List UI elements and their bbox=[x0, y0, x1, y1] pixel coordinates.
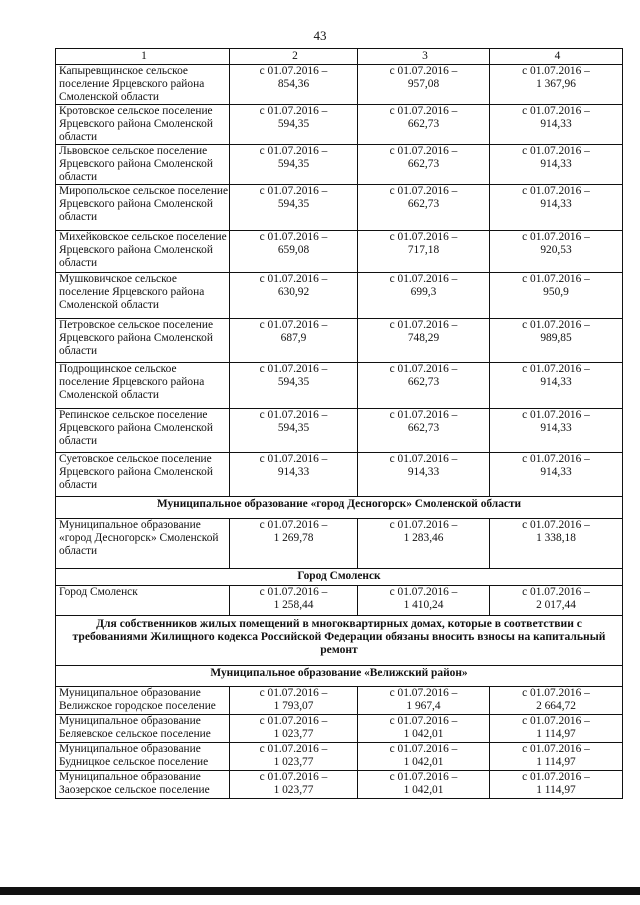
tariff-cell bbox=[230, 453, 358, 497]
effective-date: с 01.07.2016 – bbox=[259, 273, 328, 285]
tariff-cell bbox=[230, 409, 358, 453]
settlement-name: Муниципальное образование Будницкое сельское поселение bbox=[56, 743, 230, 771]
table-row bbox=[56, 363, 623, 409]
table-row bbox=[56, 687, 623, 715]
tariff-value: 659,08 bbox=[277, 244, 310, 256]
table-row bbox=[56, 231, 623, 273]
section-header-row bbox=[56, 616, 623, 666]
tariff-value: 1 042,01 bbox=[403, 728, 444, 740]
effective-date: с 01.07.2016 – bbox=[259, 519, 328, 531]
tariff-cell bbox=[358, 145, 490, 185]
tariff-value: 1 114,97 bbox=[536, 784, 576, 796]
tariff-cell bbox=[490, 715, 623, 743]
table-row bbox=[56, 145, 623, 185]
effective-date: с 01.07.2016 – bbox=[522, 231, 590, 243]
tariff-value: 914,33 bbox=[540, 198, 572, 210]
section-header-row bbox=[56, 569, 623, 586]
effective-date: с 01.07.2016 – bbox=[259, 687, 328, 699]
effective-date: с 01.07.2016 – bbox=[522, 743, 590, 755]
effective-date: с 01.07.2016 – bbox=[389, 185, 458, 197]
tariff-cell bbox=[490, 743, 623, 771]
settlement-name: Львовское сельское поселение Ярцевского района Смоленской области bbox=[56, 145, 230, 185]
tariff-value: 717,18 bbox=[407, 244, 440, 256]
effective-date: с 01.07.2016 – bbox=[522, 273, 590, 285]
settlement-name: Капыревщинское сельское поселение Ярцевского района Смоленской области bbox=[56, 65, 230, 105]
tariff-cell bbox=[230, 363, 358, 409]
tariff-value: 2 017,44 bbox=[536, 599, 576, 611]
tariff-value: 594,35 bbox=[277, 198, 310, 210]
settlement-name: Муниципальное образование Беляевское сельское поселение bbox=[56, 715, 230, 743]
effective-date: с 01.07.2016 – bbox=[522, 586, 590, 598]
tariff-cell bbox=[358, 687, 490, 715]
effective-date: с 01.07.2016 – bbox=[389, 453, 458, 465]
tariff-value: 594,35 bbox=[277, 422, 310, 434]
effective-date: с 01.07.2016 – bbox=[389, 105, 458, 117]
tariff-cell bbox=[358, 586, 490, 616]
tariff-value: 1 023,77 bbox=[273, 728, 314, 740]
effective-date: с 01.07.2016 – bbox=[259, 771, 328, 783]
tariff-cell bbox=[230, 145, 358, 185]
settlement-name: Суетовское сельское поселение Ярцевского района Смоленской области bbox=[56, 453, 230, 497]
settlement-name: Муниципальное образование Велижское городское поселение bbox=[56, 687, 230, 715]
tariff-value: 1 114,97 bbox=[536, 756, 576, 768]
effective-date: с 01.07.2016 – bbox=[389, 687, 458, 699]
tariff-value: 1 258,44 bbox=[273, 599, 314, 611]
tariff-cell bbox=[358, 453, 490, 497]
tariff-cell bbox=[230, 715, 358, 743]
tariff-value: 1 042,01 bbox=[403, 756, 444, 768]
tariff-cell bbox=[490, 586, 623, 616]
tariff-value: 1 338,18 bbox=[536, 532, 576, 544]
tariff-value: 914,33 bbox=[540, 466, 572, 478]
section-title: Муниципальное образование «Велижский район» bbox=[56, 666, 623, 687]
tariff-cell bbox=[358, 363, 490, 409]
tariff-value: 662,73 bbox=[407, 198, 440, 210]
tariff-value: 699,3 bbox=[410, 286, 437, 298]
effective-date: с 01.07.2016 – bbox=[389, 409, 458, 421]
table-row bbox=[56, 453, 623, 497]
tariff-value: 914,33 bbox=[277, 466, 310, 478]
settlement-name: Подрощинское сельское поселение Ярцевского района Смоленской области bbox=[56, 363, 230, 409]
settlement-name: Михейковское сельское поселение Ярцевского района Смоленской области bbox=[56, 231, 230, 273]
tariff-cell bbox=[358, 65, 490, 105]
tariff-cell bbox=[358, 409, 490, 453]
tariff-cell bbox=[490, 319, 623, 363]
tariff-value: 914,33 bbox=[540, 376, 572, 388]
column-header: 4 bbox=[490, 49, 623, 65]
tariff-cell bbox=[490, 65, 623, 105]
tariff-cell bbox=[230, 687, 358, 715]
tariff-cell bbox=[490, 185, 623, 231]
effective-date: с 01.07.2016 – bbox=[259, 715, 328, 727]
tariff-value: 854,36 bbox=[277, 78, 310, 90]
tariff-value: 914,33 bbox=[540, 422, 572, 434]
effective-date: с 01.07.2016 – bbox=[259, 453, 328, 465]
tariff-value: 914,33 bbox=[540, 118, 572, 130]
table-row bbox=[56, 185, 623, 231]
settlement-name: Мушковичское сельское поселение Ярцевского района Смоленской области bbox=[56, 273, 230, 319]
tariff-cell bbox=[490, 453, 623, 497]
settlement-name: Миропольское сельское поселение Ярцевского района Смоленской области bbox=[56, 185, 230, 231]
section-header-row bbox=[56, 497, 623, 519]
tariff-value: 662,73 bbox=[407, 376, 440, 388]
section-title: Город Смоленск bbox=[56, 569, 623, 586]
effective-date: с 01.07.2016 – bbox=[259, 743, 328, 755]
effective-date: с 01.07.2016 – bbox=[522, 409, 590, 421]
effective-date: с 01.07.2016 – bbox=[259, 363, 328, 375]
effective-date: с 01.07.2016 – bbox=[259, 185, 328, 197]
tariff-value: 957,08 bbox=[407, 78, 440, 90]
tariff-cell bbox=[490, 687, 623, 715]
tariff-cell bbox=[358, 105, 490, 145]
tariff-value: 920,53 bbox=[540, 244, 572, 256]
effective-date: с 01.07.2016 – bbox=[522, 715, 590, 727]
tariff-value: 748,29 bbox=[407, 332, 440, 344]
tariff-cell bbox=[230, 231, 358, 273]
effective-date: с 01.07.2016 – bbox=[389, 65, 458, 77]
tariff-value: 1 283,46 bbox=[403, 532, 444, 544]
tariff-cell bbox=[490, 273, 623, 319]
effective-date: с 01.07.2016 – bbox=[389, 586, 458, 598]
tariff-table bbox=[55, 48, 623, 799]
table-row bbox=[56, 409, 623, 453]
table-row bbox=[56, 743, 623, 771]
tariff-value: 1 023,77 bbox=[273, 756, 314, 768]
tariff-value: 594,35 bbox=[277, 158, 310, 170]
table-header-row bbox=[56, 49, 623, 65]
effective-date: с 01.07.2016 – bbox=[522, 65, 590, 77]
effective-date: с 01.07.2016 – bbox=[522, 687, 590, 699]
table-row bbox=[56, 319, 623, 363]
effective-date: с 01.07.2016 – bbox=[389, 771, 458, 783]
effective-date: с 01.07.2016 – bbox=[259, 586, 328, 598]
table-row bbox=[56, 65, 623, 105]
effective-date: с 01.07.2016 – bbox=[522, 185, 590, 197]
section-header-row bbox=[56, 666, 623, 687]
tariff-cell bbox=[358, 715, 490, 743]
scan-edge-bar bbox=[0, 887, 640, 895]
effective-date: с 01.07.2016 – bbox=[389, 715, 458, 727]
column-header: 1 bbox=[56, 49, 230, 65]
effective-date: с 01.07.2016 – bbox=[389, 743, 458, 755]
tariff-value: 989,85 bbox=[540, 332, 572, 344]
tariff-value: 1 023,77 bbox=[273, 784, 314, 796]
tariff-value: 594,35 bbox=[277, 118, 310, 130]
tariff-cell bbox=[358, 273, 490, 319]
effective-date: с 01.07.2016 – bbox=[259, 231, 328, 243]
settlement-name: Муниципальное образование Заозерское сельское поселение bbox=[56, 771, 230, 799]
effective-date: с 01.07.2016 – bbox=[389, 231, 458, 243]
effective-date: с 01.07.2016 – bbox=[522, 105, 590, 117]
section-title: Для собственников жилых помещений в многоквартирных домах, которые в соответствии с требованиями Жилищного кодекса Российской Федерации обязаны вносить взносы на капитальный ремонт bbox=[56, 616, 623, 666]
column-header: 3 bbox=[358, 49, 490, 65]
effective-date: с 01.07.2016 – bbox=[259, 65, 328, 77]
tariff-cell bbox=[230, 185, 358, 231]
settlement-name: Кротовское сельское поселение Ярцевского района Смоленской области bbox=[56, 105, 230, 145]
effective-date: с 01.07.2016 – bbox=[389, 319, 458, 331]
tariff-cell bbox=[490, 363, 623, 409]
tariff-cell bbox=[358, 319, 490, 363]
effective-date: с 01.07.2016 – bbox=[389, 273, 458, 285]
settlement-name: Репинское сельское поселение Ярцевского района Смоленской области bbox=[56, 409, 230, 453]
tariff-cell bbox=[358, 231, 490, 273]
tariff-cell bbox=[358, 519, 490, 569]
effective-date: с 01.07.2016 – bbox=[389, 145, 458, 157]
effective-date: с 01.07.2016 – bbox=[522, 145, 590, 157]
tariff-cell bbox=[490, 519, 623, 569]
tariff-value: 1 367,96 bbox=[536, 78, 576, 90]
tariff-value: 662,73 bbox=[407, 118, 440, 130]
tariff-value: 1 410,24 bbox=[403, 599, 444, 611]
table-row bbox=[56, 586, 623, 616]
tariff-cell bbox=[490, 105, 623, 145]
effective-date: с 01.07.2016 – bbox=[522, 519, 590, 531]
tariff-cell bbox=[490, 409, 623, 453]
tariff-value: 1 269,78 bbox=[273, 532, 314, 544]
tariff-value: 1 967,4 bbox=[406, 700, 441, 712]
tariff-value: 914,33 bbox=[407, 466, 440, 478]
table-row bbox=[56, 715, 623, 743]
tariff-value: 914,33 bbox=[540, 158, 572, 170]
tariff-value: 687,9 bbox=[280, 332, 307, 344]
effective-date: с 01.07.2016 – bbox=[259, 105, 328, 117]
tariff-cell bbox=[490, 145, 623, 185]
effective-date: с 01.07.2016 – bbox=[259, 145, 328, 157]
settlement-name: Муниципальное образование «город Десногорск» Смоленской области bbox=[56, 519, 230, 569]
tariff-cell bbox=[230, 519, 358, 569]
tariff-cell bbox=[230, 319, 358, 363]
tariff-cell bbox=[358, 185, 490, 231]
settlement-name: Город Смоленск bbox=[56, 586, 230, 616]
tariff-value: 2 664,72 bbox=[536, 700, 576, 712]
tariff-cell bbox=[230, 105, 358, 145]
tariff-cell bbox=[230, 273, 358, 319]
page-number: 43 bbox=[313, 28, 327, 43]
tariff-cell bbox=[230, 65, 358, 105]
effective-date: с 01.07.2016 – bbox=[389, 363, 458, 375]
tariff-value: 594,35 bbox=[277, 376, 310, 388]
table-row bbox=[56, 105, 623, 145]
tariff-cell bbox=[358, 771, 490, 799]
tariff-value: 950,9 bbox=[543, 286, 569, 298]
effective-date: с 01.07.2016 – bbox=[259, 319, 328, 331]
effective-date: с 01.07.2016 – bbox=[389, 519, 458, 531]
tariff-value: 630,92 bbox=[277, 286, 310, 298]
tariff-value: 662,73 bbox=[407, 158, 440, 170]
table-row bbox=[56, 519, 623, 569]
column-header: 2 bbox=[230, 49, 358, 65]
effective-date: с 01.07.2016 – bbox=[522, 453, 590, 465]
effective-date: с 01.07.2016 – bbox=[522, 319, 590, 331]
tariff-cell bbox=[490, 231, 623, 273]
tariff-value: 662,73 bbox=[407, 422, 440, 434]
table-row bbox=[56, 273, 623, 319]
tariff-value: 1 042,01 bbox=[403, 784, 444, 796]
tariff-value: 1 114,97 bbox=[536, 728, 576, 740]
effective-date: с 01.07.2016 – bbox=[522, 363, 590, 375]
effective-date: с 01.07.2016 – bbox=[259, 409, 328, 421]
tariff-cell bbox=[490, 771, 623, 799]
tariff-cell bbox=[230, 586, 358, 616]
section-title: Муниципальное образование «город Десногорск» Смоленской области bbox=[56, 497, 623, 519]
tariff-cell bbox=[358, 743, 490, 771]
settlement-name: Петровское сельское поселение Ярцевского района Смоленской области bbox=[56, 319, 230, 363]
table-row bbox=[56, 771, 623, 799]
tariff-cell bbox=[230, 743, 358, 771]
tariff-value: 1 793,07 bbox=[273, 700, 314, 712]
tariff-cell bbox=[230, 771, 358, 799]
effective-date: с 01.07.2016 – bbox=[522, 771, 590, 783]
